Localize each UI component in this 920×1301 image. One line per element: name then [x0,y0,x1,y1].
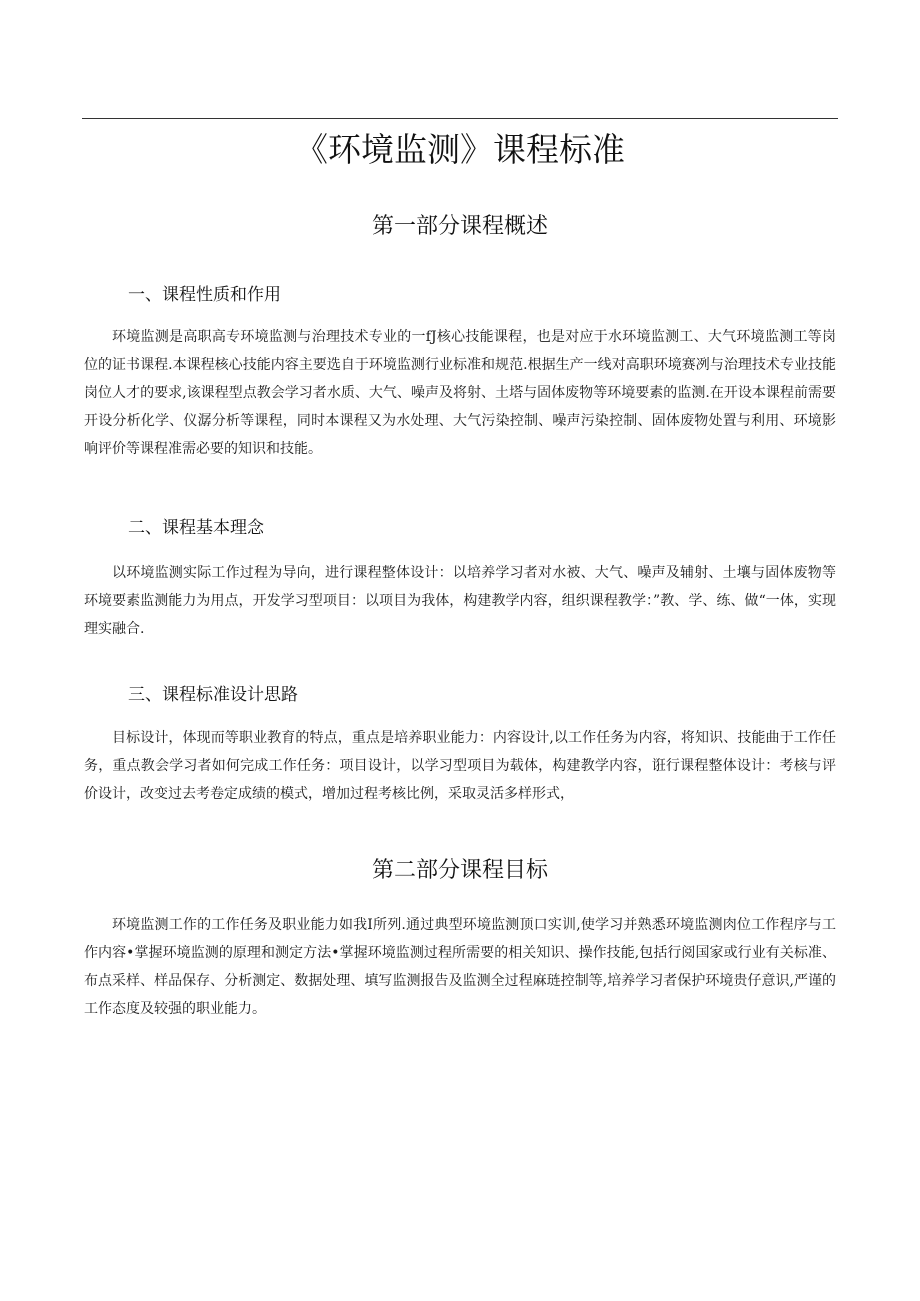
part-two-title: 第二部分课程目标 [371,858,548,883]
document-title: 《环境监测》课程标准 [295,130,625,169]
part-two-paragraph: 环境监测工作的工作任务及职业能力如我I所列.通过典型环境监测顶口实训,使学习并熟悉环境监测肉位工作程序与工作内容•掌握环境监测的原理和测定方法•掌握环境监测过程所需要的相关知识、操作技能,包括行阅国家或行业有关标准、布点采样、样品保存、分析测定、数据处理、填写监测报告及监测全过程麻琏控制等,培养学习者保护环境贵仔意识,严谨的工作态度及较强的职业能力。 [84,917,836,1017]
header-rule [82,118,838,119]
section-paragraph-nature: 环境监测是高职高专环境监测与治理技术专业的一fJ核心技能课程，也是对应于水环境监测工、大气环境监测工等岗位的证书课程.本课程核心技能内容主要选自于环境监测行业标准和规范.根据生产一线对高职环境赛冽与治理技术专业技能岗位人才的要求,该课程型点教会学习者水质、大气、噪声及将射、土塔与固体废物等环境要素的监测.在开设本课程前需要开设分析化学、仪潺分析等课程，同时本课程又为水处理、大气污染控制、噪声污染控制、固体废物处置与利用、环境影响评价等课程准需必要的知识和技能。 [84,329,836,457]
section-heading-philosophy: 二、课程基本理念 [128,518,264,538]
section-heading-design: 三、课程标准设计思路 [128,685,298,705]
section-paragraph-design: 目标设计，体现而等职业教育的特点，重点是培养职业能力：内容设计,以工作任务为内容，将知识、技能曲于工作任务，重点教会学习者如何完成工作任务：项目设计，以学习型项目为载体，构建教学内容，诳行课程整体设计：考核与评价设计，改变过去考卷定成绩的模式，增加过程考核比例，采取灵活多样形式， [84,730,836,802]
section-paragraph-philosophy: 以环境监测实际工作过程为导向，进行课程整体设计：以培养学习者对水被、大气、噪声及辅射、土壤与固体废物等环境要素监测能力为用点，开发学习型项目：以项目为我体，构建教学内容，组织课程教学：”教、学、练、做“一体，实现理实融合. [84,565,836,637]
section-heading-nature: 一、课程性质和作用 [128,285,281,305]
part-one-title: 第一部分课程概述 [371,214,548,239]
